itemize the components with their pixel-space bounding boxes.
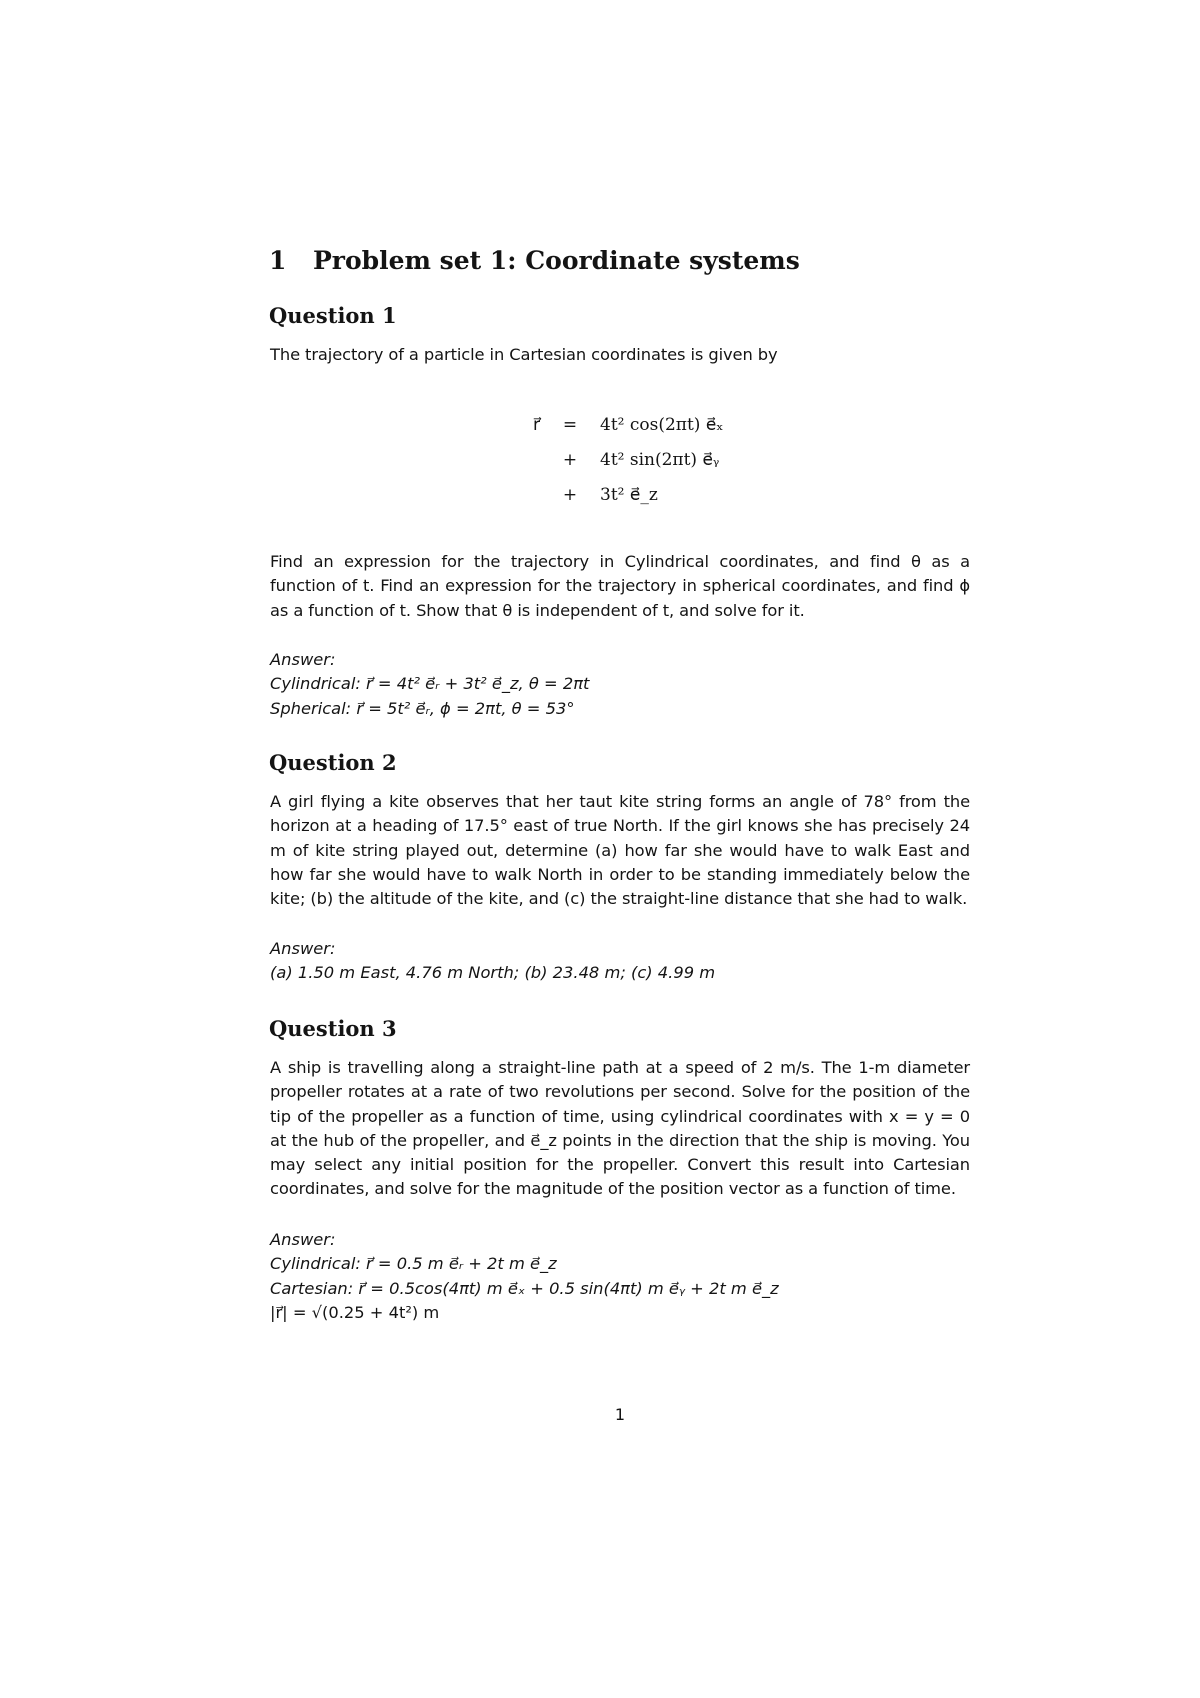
question-3-body: A ship is travelling along a straight-line path at a speed of 2 m/s. The 1-m diameter propeller rotates at a rate of two revolutions per second. Solve for the position of the tip of the propeller as a function of time, using cylindrical coordinates with x = y = 0 at the hub of the propeller, and e⃗_z points in the direction that the ship is moving. You may select any initial position for the propeller. Convert this result into Cartesian coordinates, and solve for the magnitude of the position vector as a function of time. <box>270 1058 970 1199</box>
equation-operator: = <box>562 415 578 435</box>
answer-line: |r⃗| = √(0.25 + 4t²) m <box>270 1302 440 1322</box>
equation-operator: + <box>562 450 578 470</box>
equation-operator: + <box>562 485 578 505</box>
equation-lhs <box>510 478 540 513</box>
equation-rhs: 4t² cos(2πt) e⃗ₓ <box>600 415 724 435</box>
question-2-answer <box>270 937 715 986</box>
question-1-answer <box>270 648 589 721</box>
section-heading <box>269 246 800 275</box>
question-1-intro: The trajectory of a particle in Cartesian coordinates is given by <box>270 345 778 364</box>
question-1-body: Find an expression for the trajectory in Cylindrical coordinates, and find θ as a function of t. Find an expression for the trajectory in spherical coordinates, and find ϕ as a function of t. Show that θ is independent of t, and solve for it. <box>270 552 970 620</box>
question-3-heading: Question 3 <box>269 1016 397 1041</box>
equation-lhs <box>510 443 540 478</box>
answer-label: Answer: <box>270 939 336 958</box>
section-title: Problem set 1: Coordinate systems <box>313 246 800 275</box>
section-number: 1 <box>269 246 287 275</box>
answer-line: (a) 1.50 m East, 4.76 m North; (b) 23.48 m; (c) 4.99 m <box>270 963 716 983</box>
answer-line: Cylindrical: r⃗ = 4t² e⃗ᵣ + 3t² e⃗_z, θ = 2πt <box>270 674 590 694</box>
answer-line: Cylindrical: r⃗ = 0.5 m e⃗ᵣ + 2t m e⃗_z <box>270 1254 557 1274</box>
answer-line: Cartesian: r⃗ = 0.5cos(4πt) m e⃗ₓ + 0.5 sin(4πt) m e⃗ᵧ + 2t m e⃗_z <box>270 1278 779 1298</box>
equation-row <box>510 478 724 513</box>
answer-line: Spherical: r⃗ = 5t² e⃗ᵣ, ϕ = 2πt, θ = 53° <box>270 698 575 718</box>
equation-row <box>510 443 724 478</box>
question-3-answer <box>270 1228 779 1325</box>
equation-lhs: r⃗ <box>533 415 540 435</box>
equation-rhs: 3t² e⃗_z <box>600 485 658 505</box>
question-2-body: A girl flying a kite observes that her taut kite string forms an angle of 78° from the horizon at a heading of 17.5° east of true North. If the girl knows she has precisely 24 m of kite string played out, determine (a) how far she would have to walk East and how far she would have to walk North in order to be standing immediately below the kite; (b) the altitude of the kite, and (c) the straight-line distance that she had to walk. <box>270 792 970 909</box>
question-1-heading: Question 1 <box>269 303 397 328</box>
equation-rhs: 4t² sin(2πt) e⃗ᵧ <box>600 450 720 470</box>
answer-label: Answer: <box>270 650 336 669</box>
answer-label: Answer: <box>270 1230 336 1249</box>
question-2-heading: Question 2 <box>269 750 397 775</box>
equation-row <box>510 408 724 443</box>
page-number: 1 <box>614 1405 626 1424</box>
trajectory-equation <box>510 408 724 513</box>
